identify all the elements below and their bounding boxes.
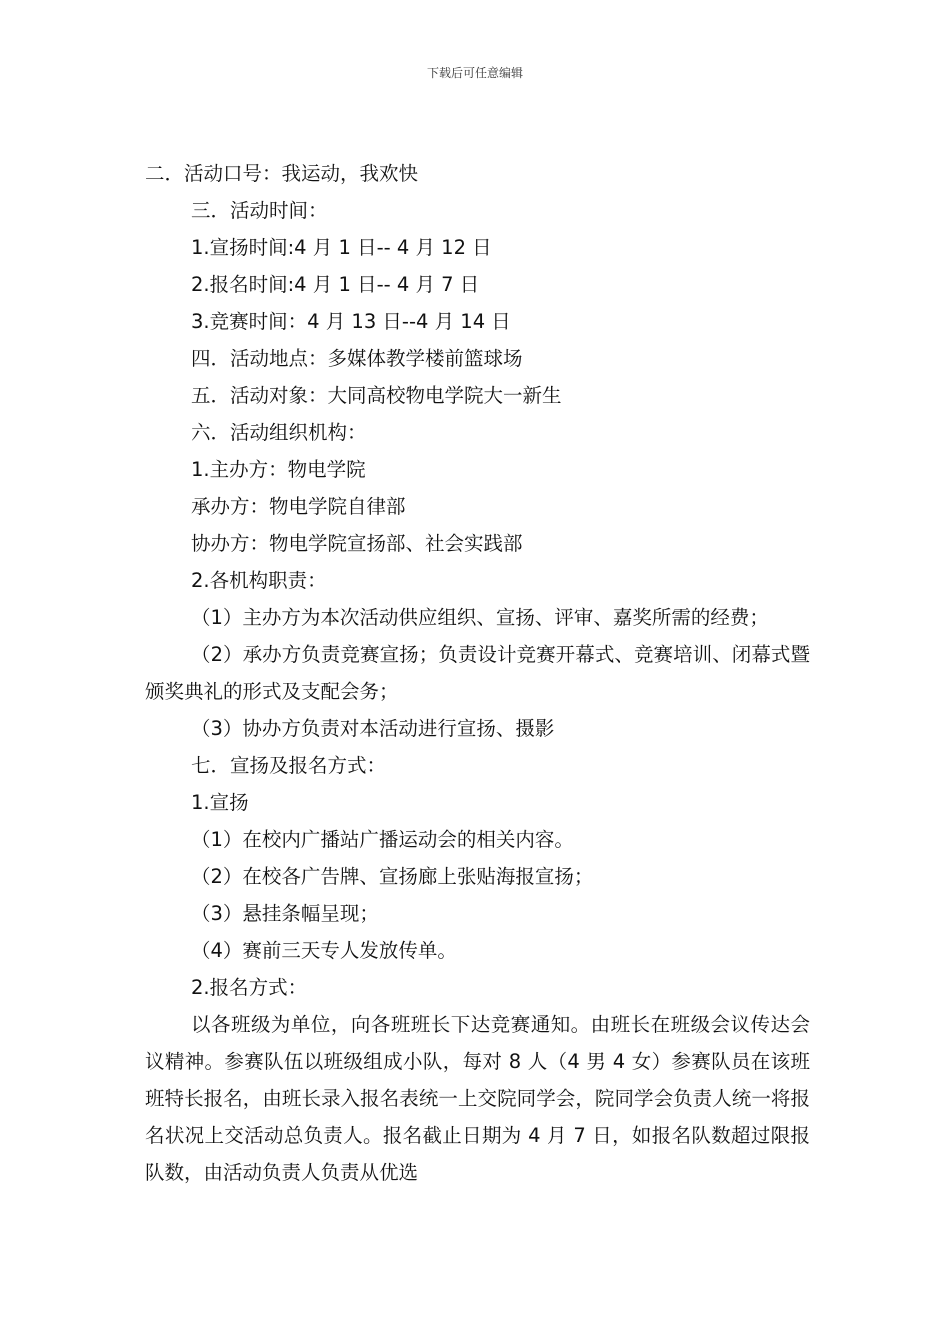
duty-3: （3）协办方负责对本活动进行宣扬、摄影 xyxy=(191,717,555,740)
competition-time: 3.竞赛时间：4 月 13 日--4 月 14 日 xyxy=(191,310,511,333)
undertaker: 承办方：物电学院自律部 xyxy=(191,495,406,518)
registration-method-heading: 2.报名方式： xyxy=(191,976,308,999)
duty-paragraph-1: （1）主办方为本次活动供应组织、宣扬、评审、嘉奖所需的经费； xyxy=(191,606,769,629)
publicity-item-1: （1）在校内广播站广播运动会的相关内容。 xyxy=(191,828,574,851)
publicity-subheading: 1.宣扬 xyxy=(191,791,249,814)
organizer: 1.主办方：物电学院 xyxy=(191,458,366,481)
publicity-item-3: （3）悬挂条幅呈现； xyxy=(191,902,379,925)
duties-heading: 2.各机构职责： xyxy=(191,569,327,592)
publicity-item-2: （2）在校各广告牌、宣扬廊上张贴海报宣扬； xyxy=(191,865,594,888)
duty-paragraph-2: （2）承办方负责竞赛宣扬；负责设计竞赛开幕式、竞赛培训、闭幕式暨颁奖典礼的形式及支配会务； xyxy=(145,643,810,703)
section-publicity-heading: 七．宣扬及报名方式： xyxy=(191,754,387,777)
document-body xyxy=(145,155,810,1191)
publicity-item-4: （4）赛前三天专人发放传单。 xyxy=(191,939,457,962)
registration-paragraph: 以各班级为单位，向各班班长下达竞赛通知。由班长在班级会议传达会议精神。参赛队伍以班级组成小队，每对 8 人（4 男 4 女）参赛队员在该班班特长报名，由班长录入报名表统一上交院同学会，院同学会负责人统一将报名状况上交活动总负责人。报名截止日期为 4 月 7 日，如报名队数超过限报队数，由活动负责人负责从优选 xyxy=(145,1013,810,1184)
section-location: 四．活动地点：多媒体教学楼前篮球场 xyxy=(191,347,523,370)
registration-time: 2.报名时间:4 月 1 日-- 4 月 7 日 xyxy=(191,273,480,296)
section-slogan: 二．活动口号：我运动，我欢快 xyxy=(145,162,419,185)
section-organization-heading: 六．活动组织机构： xyxy=(191,421,367,444)
section-time-heading: 三．活动时间： xyxy=(191,199,328,222)
co-organizer: 协办方：物电学院宣扬部、社会实践部 xyxy=(191,532,523,555)
page-header-note: 下载后可任意编辑 xyxy=(426,66,523,80)
section-audience: 五．活动对象：大同高校物电学院大一新生 xyxy=(191,384,562,407)
publicity-time: 1.宣扬时间:4 月 1 日-- 4 月 12 日 xyxy=(191,236,492,259)
